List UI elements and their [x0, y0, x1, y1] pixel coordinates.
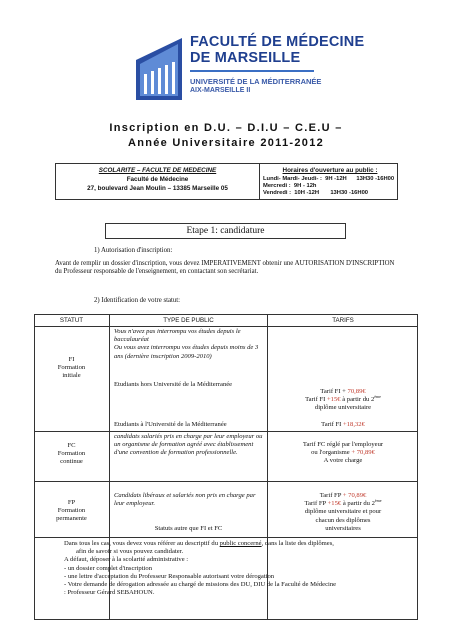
col-header-public: TYPE DE PUBLIC	[163, 317, 214, 324]
faculty-address: 27, boulevard Jean Moulin – 13385 Marseille 05	[87, 185, 228, 192]
logo-title-line2: DE MARSEILLE	[190, 50, 301, 66]
statut-code: FC	[67, 442, 76, 449]
tarif-suffix: à partir du 2	[341, 500, 375, 508]
statut-fp	[34, 499, 109, 524]
statut-label: continue	[60, 458, 83, 466]
logo-university-name: UNIVERSITÉ DE LA MÉDITERRANÉE	[190, 77, 322, 86]
fi-public-hors: Etudiants hors Université de la Méditerranée	[114, 381, 233, 388]
tarif-suffix: à partir du 2	[340, 396, 375, 403]
tarif-ordinal: ème	[374, 393, 381, 399]
statut-label: Formation	[57, 507, 86, 515]
opening-hours	[263, 164, 397, 196]
col-header-tarifs: TARIFS	[332, 317, 354, 324]
tarif-amount: +18,32€	[343, 421, 365, 428]
footer-line: A défaut, déposer à la scolarité administrative :	[64, 556, 189, 564]
footer-line: - un dossier complet d'inscription	[64, 564, 152, 572]
faculty-emblem-icon	[132, 30, 186, 104]
hours-row: Mercredi : 9H - 12h	[263, 183, 317, 189]
statut-label: Formation	[57, 364, 86, 372]
tarif-amount: + 70,89€	[342, 492, 367, 499]
footer-line: - une lettre d'acceptation du Professeur Responsable autorisant votre dérogation	[64, 572, 275, 580]
fi-tarif-univ	[268, 421, 418, 429]
footer-line: - Votre demande de dérogation adressée au chargé de missions des DU, DIU de la Faculté de Médecine	[64, 581, 337, 589]
tarif-line: diplôme universitaire	[314, 404, 372, 412]
footer-text: , dans la liste des diplômes,	[261, 540, 334, 547]
tarif-line: A votre charge	[323, 457, 363, 465]
tarif-label: Tarif FP	[319, 492, 343, 499]
logo-divider	[190, 70, 314, 72]
fp-public-other: Statuts autre que FI et FC	[154, 525, 223, 532]
scolarite-title: SCOLARITE – FACULTE DE MEDECINE	[98, 167, 217, 174]
tarif-label: Tarif FI	[321, 421, 344, 428]
tarif-amount: +15€	[327, 500, 342, 508]
tarif-label: Tarif FP	[304, 500, 328, 508]
fp-tarif	[268, 492, 418, 533]
fc-tarif	[268, 441, 418, 466]
tarif-label: Tarif FI +	[320, 388, 348, 395]
etape-heading: Etape 1: candidature	[105, 223, 346, 239]
col-header-statut: STATUT	[59, 317, 84, 324]
faculty-name: Faculté de Médecine	[126, 176, 189, 183]
status-table	[34, 314, 418, 620]
logo-university-subname: AIX-MARSEILLE II	[190, 87, 251, 94]
section1-text: Avant de remplir un dossier d'inscription, vous devez IMPERATIVEMENT obtenir une AUTORISATION D'INSCRIPTION du Professeur responsable de l'enseignement, en contactant son secrétariat.	[55, 260, 395, 276]
page-title-line1: Inscription en D.U. – D.I.U – C.E.U –	[109, 122, 343, 134]
tarif-amount: + 70,89€	[351, 449, 375, 457]
footer-line	[64, 540, 414, 548]
footer-notes	[64, 540, 414, 597]
faculty-logo	[132, 30, 365, 110]
hours-row: Lundi- Mardi- Jeudi- : 9H -12H 13H30 -16H00	[263, 176, 395, 182]
tarif-line: diplôme universitaire et pour	[304, 508, 382, 516]
tarif-amount: 70,89€	[347, 388, 366, 395]
tarif-line: chacun des diplômes	[315, 516, 371, 524]
contact-address	[56, 164, 260, 199]
section1-heading: 1) Autorisation d'inscription:	[94, 247, 173, 254]
footer-line: afin de savoir si vous pouvez candidater.	[76, 548, 184, 556]
tarif-line: Tarif FC réglé par l'employeur	[302, 441, 384, 448]
statut-fi	[34, 356, 109, 381]
footer-line: : Professeur Gérard SEBAHOUN.	[64, 589, 155, 597]
opening-hours-title: Horaires d'ouverture au public :	[282, 167, 378, 174]
fp-public-description: Candidats libéraux et salariés non pris en charge par leur employeur.	[114, 492, 256, 508]
fc-public-description: candidats salariés pris en charge par leur employeur ou un organisme de formation agréé avec établissement d'une convention de formation professionnelle.	[114, 433, 263, 457]
tarif-ordinal: ème	[374, 498, 382, 504]
statut-label: Formation	[57, 450, 86, 458]
statut-code: FP	[67, 499, 76, 506]
fi-tarif-second-diploma	[268, 393, 418, 412]
tarif-amount: +15€	[326, 396, 341, 403]
tarif-line: universitaires	[325, 524, 361, 532]
fi-tarif-hors	[268, 388, 418, 396]
public-concerne-link[interactable]: public concerné	[219, 540, 262, 547]
footer-text: Dans tous les cas, vous devez vous référer au descriptif du	[64, 540, 220, 547]
tarif-label: Tarif FI	[305, 396, 327, 403]
statut-fc	[34, 442, 109, 467]
hours-row: Vendredi : 10H -12H 13H30 -16H00	[263, 190, 369, 196]
logo-title-line1: FACULTÉ DE MÉDECINE	[190, 34, 365, 50]
fi-public-univ: Etudiants à l'Université de la Méditerranée	[114, 421, 227, 428]
section2-heading: 2) Identification de votre statut:	[94, 297, 181, 304]
contact-box	[55, 163, 398, 200]
page-title-line2: Année Universitaire 2011-2012	[127, 137, 325, 149]
tarif-label: ou l'organisme	[311, 449, 352, 457]
statut-label: permanente	[56, 515, 87, 523]
fi-public-description: Vous n'avez pas interrompu vos études depuis le baccalauréat Ou vous avez interrompu vos études depuis moins de 3 ans (dernière inscription 2009-2010)	[114, 328, 259, 360]
statut-label: initiale	[62, 372, 81, 380]
statut-code: FI	[68, 356, 75, 363]
